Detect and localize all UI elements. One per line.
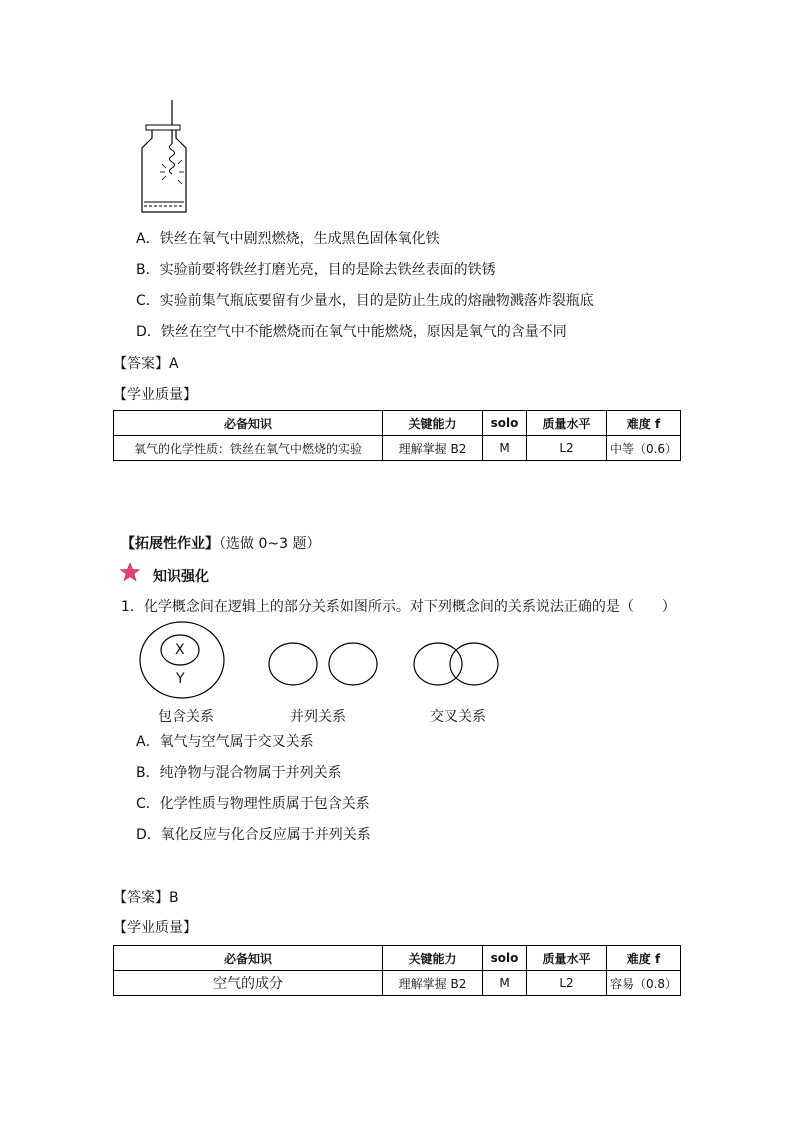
cross-circle-left (414, 643, 462, 685)
table-row (114, 436, 681, 461)
table-row (114, 971, 681, 996)
table-cell: 理解掌握 B2 (383, 436, 483, 461)
label-y: Y (176, 671, 185, 687)
extension-note: （选做 0~3 题） (219, 536, 321, 552)
table-header: solo (483, 411, 527, 436)
table-header: 关键能力 (383, 411, 483, 436)
option-c: C．实验前集气瓶底要留有少量水，目的是防止生成的熔融物溅落炸裂瓶底 (136, 293, 594, 309)
table-cell: 氧气的化学性质：铁丝在氧气中燃烧的实验 (114, 436, 383, 461)
option-b: B．纯净物与混合物属于并列关系 (136, 765, 342, 781)
table-header: solo (483, 946, 527, 971)
table-header: 关键能力 (383, 946, 483, 971)
table-header: 必备知识 (114, 411, 383, 436)
extension-title: 【拓展性作业】 (121, 536, 219, 552)
quality-table (113, 410, 681, 461)
table-cell: 容易（0.8） (607, 971, 681, 996)
table-header-row (114, 946, 681, 971)
table-cell: M (483, 436, 527, 461)
star-icon (120, 562, 140, 582)
quality-heading: 【学业质量】 (113, 920, 197, 936)
option-d: D．氧化反应与化合反应属于并列关系 (136, 827, 371, 843)
table-cell: 理解掌握 B2 (383, 971, 483, 996)
table-header: 质量水平 (527, 411, 607, 436)
extension-heading (121, 533, 320, 553)
answer-label: 【答案】A (113, 356, 179, 372)
section-label: 知识强化 (153, 569, 209, 585)
table-header: 质量水平 (527, 946, 607, 971)
parallel-circle-right (329, 643, 377, 685)
caption-contain: 包含关系 (158, 709, 214, 725)
table-cell: L2 (527, 436, 607, 461)
option-a: A．铁丝在氧气中剧烈燃烧，生成黑色固体氧化铁 (136, 231, 440, 247)
table-header: 难度 f (607, 411, 681, 436)
table-header-row (114, 411, 681, 436)
cross-circle-right (450, 643, 498, 685)
label-x: X (175, 642, 185, 658)
caption-cross: 交叉关系 (430, 709, 486, 725)
table-header: 必备知识 (114, 946, 383, 971)
table-cell: 中等（0.6） (607, 436, 681, 461)
quality-table (113, 945, 681, 996)
answer-label: 【答案】B (113, 890, 179, 906)
relationship-diagram (130, 616, 510, 700)
parallel-circle-left (269, 643, 317, 685)
table-cell: L2 (527, 971, 607, 996)
option-d: D．铁丝在空气中不能燃烧而在氧气中能燃烧，原因是氧气的含量不同 (136, 324, 567, 340)
gas-jar-figure (136, 98, 196, 218)
option-a: A．氧气与空气属于交叉关系 (136, 734, 314, 750)
question-stem: 1．化学概念间在逻辑上的部分关系如图所示。对下列概念间的关系说法正确的是（ ） (121, 599, 676, 615)
table-cell: 空气的成分 (114, 971, 383, 996)
table-header: 难度 f (607, 946, 681, 971)
caption-parallel: 并列关系 (290, 709, 346, 725)
table-cell: M (483, 971, 527, 996)
option-c: C．化学性质与物理性质属于包含关系 (136, 796, 370, 812)
quality-heading: 【学业质量】 (113, 387, 197, 403)
option-b: B．实验前要将铁丝打磨光亮，目的是除去铁丝表面的铁锈 (136, 262, 496, 278)
